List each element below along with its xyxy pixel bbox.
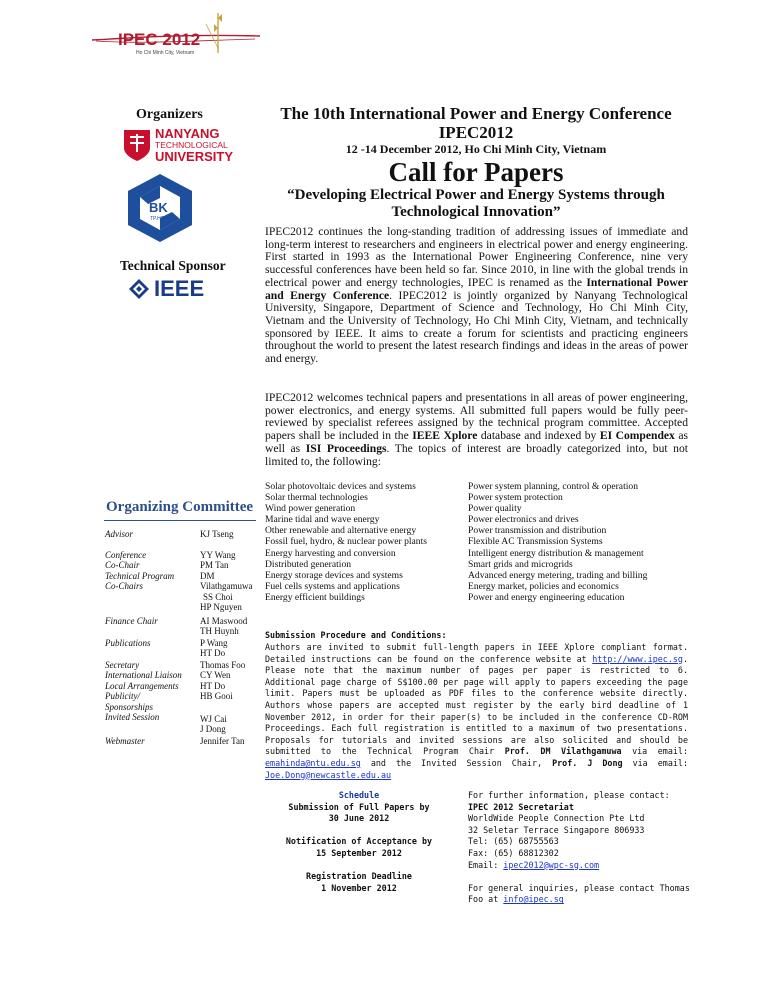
conference-date: 12 -14 December 2012, Ho Chi Minh City, Vietnam (345, 142, 607, 156)
isi-proceedings-bold: ISI Proceedings (305, 441, 387, 455)
topic-item: Energy storage devices and systems (265, 569, 403, 581)
topic-item: Smart grids and microgrids (468, 558, 573, 570)
schedule-block (268, 790, 450, 894)
contact-address: 32 Seletar Terrace Singapore 806933 (468, 824, 645, 835)
committee-name: HP Nguyen (200, 602, 242, 612)
submission-text: via email: (621, 746, 689, 757)
topics-intro-paragraph (265, 392, 688, 468)
intro-text: IPEC2012 continues the long-standing tradition of addressing issues of immediate and long-term interest to researchers and engineers in electrical power and energy engineering. First started in 1993 as the International Power Engineering Conference, nine very successful conferences have been held so far. Since 2010, in line with the global trends in electrical power and energy technologies, IPEC is renamed as the (265, 225, 688, 289)
conference-title: The 10th International Power and Energy Conference (280, 104, 672, 123)
committee-label: International Liaison (105, 670, 182, 681)
topic-item: Power system protection (468, 492, 563, 504)
ieee-xplore-bold: IEEE Xplore (412, 429, 478, 443)
ntu-line1: NANYANG (155, 126, 220, 141)
bk-logo (126, 172, 194, 244)
intro-bold: International Power and Energy Conference (265, 275, 688, 302)
topic-item: Power transmission and distribution (468, 525, 607, 537)
schedule-heading: Schedule (338, 790, 380, 800)
committee-name: HB Gooi (200, 691, 233, 702)
bk-sub: TP.HCM (150, 216, 169, 222)
committee-name: HT Do (200, 680, 226, 691)
session-chair-name: Prof. J Dong (552, 757, 623, 768)
topic-item: Distributed generation (265, 558, 352, 570)
topic-item: Energy harvesting and conversion (265, 547, 396, 559)
contact-org: IPEC 2012 Secretariat (468, 801, 574, 812)
contact-intro: For further information, please contact: (468, 790, 670, 800)
program-chair-name: Prof. DM Vilathgamuwa (504, 746, 622, 757)
ntu-line3: UNIVERSITY (155, 149, 234, 164)
general-inquiry-line2 (468, 894, 698, 906)
intro-paragraph (265, 226, 688, 366)
committee-name: Vilathgamuwa (200, 581, 253, 592)
call-for-papers-title: Call for Papers (388, 157, 564, 187)
topic-item: Power system planning, control & operation (468, 481, 638, 492)
submission-heading: Submission Procedure and Conditions: (265, 630, 447, 640)
topic-item: Energy market, policies and economics (468, 580, 619, 592)
schedule-item-3-label: Registration Deadline (306, 871, 412, 882)
committee-name: YY Wang (200, 550, 236, 560)
committee-name: Thomas Foo (200, 660, 246, 670)
committee-label: Co-Chair (105, 560, 140, 571)
committee-label: Publications (105, 638, 151, 648)
committee-name: P Wang (200, 638, 228, 648)
topic-item: Energy efficient buildings (265, 591, 365, 603)
submission-text: via email: (622, 757, 688, 768)
committee-name: TH Huynh (200, 626, 239, 637)
contact-email-row (468, 860, 698, 872)
ieee-logo (128, 276, 220, 302)
session-chair-email-link[interactable]: Joe.Dong@newcastle.edu.au (265, 769, 392, 780)
ntu-line2: TECHNOLOGICAL (155, 140, 228, 150)
topics-intro-text: IPEC2012 welcomes technical papers and presentations in all areas of power engineering, power electronics, and energy systems. All submitted full papers would be fully peer-reviewed by specialist referees assigned by the technical program committee. Accepted papers shall be included in the (265, 391, 688, 443)
topic-item: Advanced energy metering, trading and billing (468, 569, 648, 581)
submission-paragraph (265, 642, 688, 781)
contact-email-label: Email: (468, 859, 504, 870)
committee-name: WJ Cai (200, 714, 227, 724)
sponsor-heading: Technical Sponsor (120, 258, 226, 273)
committee-label: Sponsorships (105, 701, 154, 712)
ntu-crest-icon (122, 128, 152, 162)
logo-location: Ho Chi Minh City, Vietnam (136, 50, 195, 56)
conference-theme-line1: “Developing Electrical Power and Energy Systems through (287, 187, 665, 203)
schedule-item-2-label: Notification of Acceptance by (285, 836, 433, 847)
website-link[interactable]: http://www.ipec.sg (592, 653, 683, 664)
committee-name: KJ Tseng (200, 529, 234, 539)
general-email-link[interactable]: info@ipec.sg (503, 894, 564, 905)
ei-compendex-bold: EI Compendex (599, 429, 675, 443)
ieee-diamond-icon (128, 278, 150, 300)
schedule-item-1-date: 30 June 2012 (328, 813, 390, 824)
program-chair-email-link[interactable]: emahinda@ntu.edu.sg (265, 757, 361, 768)
contact-fax: Fax: (65) 68812302 (468, 847, 559, 858)
committee-label: Secretary (105, 660, 140, 670)
submission-text: and the Invited Session Chair, (360, 757, 553, 768)
committee-label: Finance Chair (105, 616, 158, 626)
topic-item: Power quality (468, 503, 522, 515)
topic-item: Solar thermal technologies (265, 492, 368, 504)
conference-theme-line2: Technological Innovation” (391, 204, 561, 220)
topics-right-list (468, 481, 688, 603)
schedule-item-1-label: Submission of Full Papers by (288, 801, 430, 812)
committee-divider (104, 520, 256, 521)
contact-spacer (468, 871, 698, 883)
general-inquiry-text: Foo at (468, 894, 504, 905)
topic-item: Flexible AC Transmission Systems (468, 536, 603, 548)
committee-label: Co-Chairs (105, 581, 144, 592)
committee-label: Invited Session (105, 712, 160, 722)
topic-item: Fossil fuel, hydro, & nuclear power plants (265, 536, 427, 548)
schedule-item-2-date: 15 September 2012 (316, 847, 402, 858)
intro-text: . IPEC2012 is jointly organized by Nanyang Technological University, Singapore, Department of Science and Technology, Ho Chi Minh City, Vietnam and the University of Technology, Ho Chi Minh City, Vietnam, and technically sponsored by IEEE. It aims to create a forum for scientists and practicing engineers throughout the world to present the latest research findings and ideas in the areas of power and energy. (265, 288, 688, 366)
topics-left-list (265, 481, 465, 603)
committee-name: DM (200, 570, 215, 581)
topics-intro-text: database and indexed by (477, 429, 600, 443)
topic-item: Other renewable and alternative energy (265, 525, 417, 537)
contact-email-link[interactable]: ipec2012@wpc-sg.com (503, 859, 600, 870)
organizers-heading: Organizers (136, 107, 203, 122)
ntu-logo (122, 126, 242, 166)
committee-name: J Dong (200, 724, 226, 735)
contact-company: WorldWide People Connection Pte Ltd (468, 813, 645, 824)
topic-item: Wind power generation (265, 503, 356, 515)
committee-label: Local Arrangements (105, 680, 179, 691)
committee-label: Publicity/ (105, 691, 140, 702)
committee-label: Technical Program (105, 570, 175, 581)
topic-item: Fuel cells systems and applications (265, 580, 400, 592)
committee-name: PM Tan (200, 560, 229, 571)
committee-name: SS Choi (203, 591, 233, 602)
submission-text: . Please note that the maximum number of pages per paper is restricted to 6. Additional page charge of S$100.00 per page will apply to papers exceeding the page limit. Papers must be uploaded as PDF files to the conference website directly. Authors whose papers are accepted must register by the early bird deadline of 1 November 2012, in order for their paper(s) to be included in the conference CD-ROM Proceedings. Each full registration is entitled to a maximum of two presentations. Proposals for tutorials and invited sessions are also solicited and should be submitted to the Technical Program Chair (265, 653, 688, 757)
topic-item: Power and energy engineering education (468, 591, 625, 603)
contact-block (468, 790, 698, 906)
committee-name: AI Maswood (200, 616, 248, 626)
topics-intro-text: . The topics of interest are broadly categorized into, but not limited to, the following: (265, 441, 688, 468)
committee-name: Jennifer Tan (200, 736, 245, 746)
bk-label: BK (149, 200, 168, 215)
ipec-logo (90, 8, 270, 58)
schedule-spacer (268, 825, 450, 837)
committee-name: HT Do (200, 648, 226, 659)
general-inquiry-line1: For general inquiries, please contact Thomas (468, 882, 690, 893)
committee-label: Conference (105, 550, 147, 560)
committee-label: Advisor (105, 529, 133, 539)
committee-name: CY Wen (200, 670, 231, 681)
ieee-text: IEEE (154, 276, 205, 301)
topic-item: Solar photovoltaic devices and systems (265, 481, 416, 492)
schedule-item-3-date: 1 November 2012 (321, 882, 397, 893)
schedule-spacer (268, 860, 450, 872)
topic-item: Power electronics and drives (468, 514, 579, 526)
committee-title: Organizing Committee (106, 499, 254, 515)
topic-item: Marine tidal and wave energy (265, 514, 380, 526)
logo-name: IPEC 2012 (118, 30, 201, 49)
topic-item: Intelligent energy distribution & management (468, 547, 644, 559)
conference-acronym: IPEC2012 (438, 123, 514, 142)
submission-text: Authors are invited to submit full-length papers in IEEE Xplore compliant format. Detailed instructions can be found on the conference website at (265, 642, 688, 664)
contact-tel: Tel: (65) 68755563 (468, 836, 559, 847)
committee-label: Webmaster (105, 736, 145, 746)
topics-intro-text: as well as (265, 429, 689, 455)
